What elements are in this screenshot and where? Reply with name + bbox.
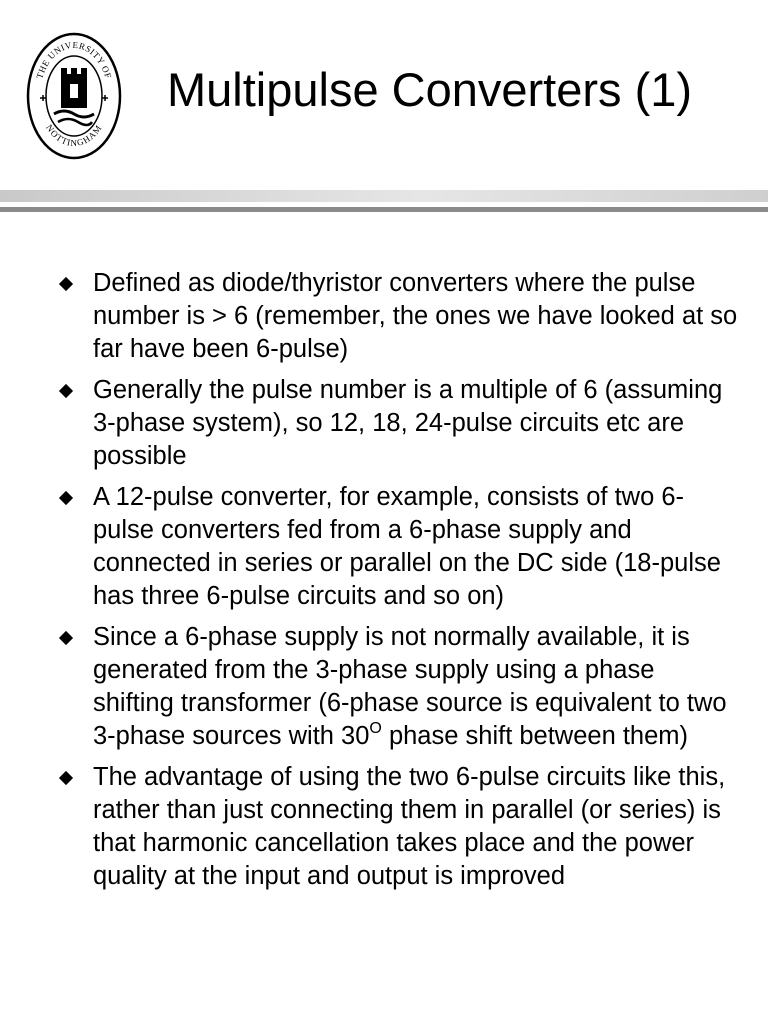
diamond-bullet-icon [59,384,73,398]
header-divider-light [0,190,768,202]
bullet-item [58,374,738,473]
seal-text-bottom: NOTTINGHAM [44,122,104,149]
bullet-text: Since a 6-phase supply is not normally available, it is generated from the 3-phase supply using a phase shifting transformer (6-phase source is equivalent to two 3-phase sources with $30^O$ phase shift between them) [93,623,727,750]
university-seal-icon [26,32,122,160]
slide-title: Multipulse Converters (1) [167,63,693,116]
diamond-bullet-icon [59,277,73,291]
bullet-text: Defined as diode/thyristor converters where the pulse number is > 6 (remember, the ones we have looked at so far have been 6-pulse) [93,269,738,363]
bullet-text: The advantage of using the two 6-pulse circuits like this, rather than just connecting them in parallel (or series) is that harmonic cancellation takes place and the power quality at the input and output is improved [93,763,726,890]
seal-text-top: THE UNIVERSITY OF [34,39,114,80]
bullet-list [58,267,738,901]
bullet-item [58,481,738,613]
bullet-item [58,621,738,753]
diamond-bullet-icon [59,771,73,785]
bullet-text: A 12-pulse converter, for example, consists of two 6-pulse converters fed from a 6-phase supply and connected in series or parallel on the DC side (18-pulse has three 6-pulse circuits and so on) [93,483,721,610]
bullet-item [58,267,738,366]
diamond-bullet-icon [59,631,73,645]
header-divider-dark [0,207,768,212]
bullet-item [58,761,738,893]
superscript-degree: O [369,719,382,737]
diamond-bullet-icon [59,491,73,505]
bullet-text: Generally the pulse number is a multiple of 6 (assuming 3-phase system), so 12, 18, 24-pulse circuits etc are possible [93,376,723,470]
